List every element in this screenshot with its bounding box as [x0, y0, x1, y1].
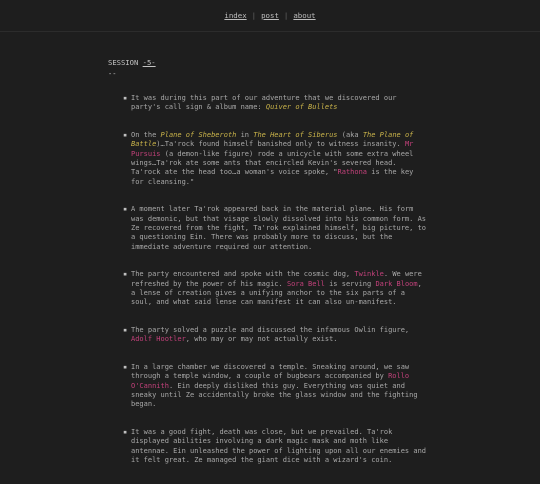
bullet-marker: ▪ — [123, 94, 128, 102]
name-mention: Adolf Hootler — [131, 335, 186, 344]
session-note-item — [108, 94, 428, 113]
note-text: in — [236, 131, 254, 140]
session-note-item — [108, 205, 428, 251]
session-note-item — [108, 131, 428, 187]
nav-index-link[interactable]: index — [224, 10, 247, 20]
name-mention: Sora Bell — [286, 279, 325, 288]
bullet-marker: ▪ — [123, 326, 128, 335]
note-text: The party solved a puzzle and discussed the infamous Owlin figure, — [131, 326, 410, 335]
note-text: )…Ta'rock found himself banished only to witness insanity. — [156, 140, 405, 149]
session-note-item — [108, 326, 428, 345]
note-text: A moment later Ta'rok appeared back in the material plane. His form was demonic, but that visage slowly dissolved into his common form. As Ze recovered from the fight, Ta'rok explained himself, big picture, to a questioning Ein. There was probably more to discuss, but the immediate adventure required our attention. — [131, 205, 427, 251]
name-mention: Rollo O'Cannith — [131, 372, 410, 390]
note-text: (a demon-like figure) rode a unicycle with some extra wheel wings…Ta'rok ate some ants that encircled Kevin's severed head. Ta'rock ate the head too…a woman's voice spoke, " — [131, 149, 414, 177]
bullet-marker: ▪ — [123, 363, 128, 372]
note-text: . Ein deeply disliked this guy. Everything was quiet and sneaky until Ze accidentally broke the glass window and the fighting began. — [131, 381, 418, 409]
post-content — [108, 58, 428, 484]
bullet-marker: ▪ — [123, 428, 128, 437]
note-text: In a large chamber we discovered a temple. Sneaking around, we saw through a temple window, a couple of bugbears accompanied by — [131, 363, 410, 381]
nav-post-link[interactable]: post — [261, 10, 279, 20]
note-text: . We were refreshed by the power of his magic. — [131, 270, 422, 288]
nav-separator: | — [283, 10, 289, 20]
nav-about-link[interactable]: about — [293, 10, 316, 20]
session-heading — [108, 58, 428, 68]
note-text: is the key for cleansing." — [131, 168, 414, 186]
note-text: The party encountered and spoke with the cosmic dog, — [131, 270, 355, 279]
session-divider: -- — [108, 70, 117, 78]
bullet-marker: ▪ — [123, 131, 128, 140]
note-text: On the — [131, 131, 161, 140]
nav-separator: | — [251, 10, 257, 20]
session-notes-list — [108, 94, 428, 465]
highlighted-term: Plane of Sheberoth — [160, 131, 237, 140]
note-text: is serving — [324, 279, 376, 288]
highlighted-term: The Heart of Siberus — [253, 131, 338, 140]
name-mention: Mr Pursuis — [131, 140, 414, 158]
session-prefix: SESSION — [108, 58, 143, 67]
session-note-item — [108, 270, 428, 307]
bullet-marker: ▪ — [123, 205, 128, 214]
note-text: It was during this part of our adventure that we discovered our party's call sign & album name: — [131, 94, 397, 112]
note-text: It was a good fight, death was close, but we prevailed. Ta'rok displayed abilities involving a dark magic mask and moth like antennae. Ein unleashed the power of lighting upon all our enemies and it felt great. Ze managed the giant dice with a wizard's coin. — [131, 428, 427, 465]
session-number: -5- — [142, 58, 156, 67]
session-note-item — [108, 363, 428, 409]
name-mention: Dark Bloom — [375, 279, 418, 288]
highlighted-term: The Plane of Battle — [131, 131, 414, 149]
note-text: , a lense of creation gives a unifying anchor to the six parts of a soul, and what said lense can manifest it can also un-manifest. — [131, 279, 422, 307]
bullet-marker: ▪ — [123, 270, 128, 279]
name-mention: Rathona — [337, 168, 368, 177]
highlighted-term: Quiver of Bullets — [265, 103, 338, 112]
name-mention: Twinkle — [354, 270, 384, 279]
note-text: (aka — [337, 131, 363, 140]
session-note-item — [108, 428, 428, 465]
top-nav — [0, 0, 540, 32]
note-text: , who may or may not actually exist. — [185, 335, 338, 344]
